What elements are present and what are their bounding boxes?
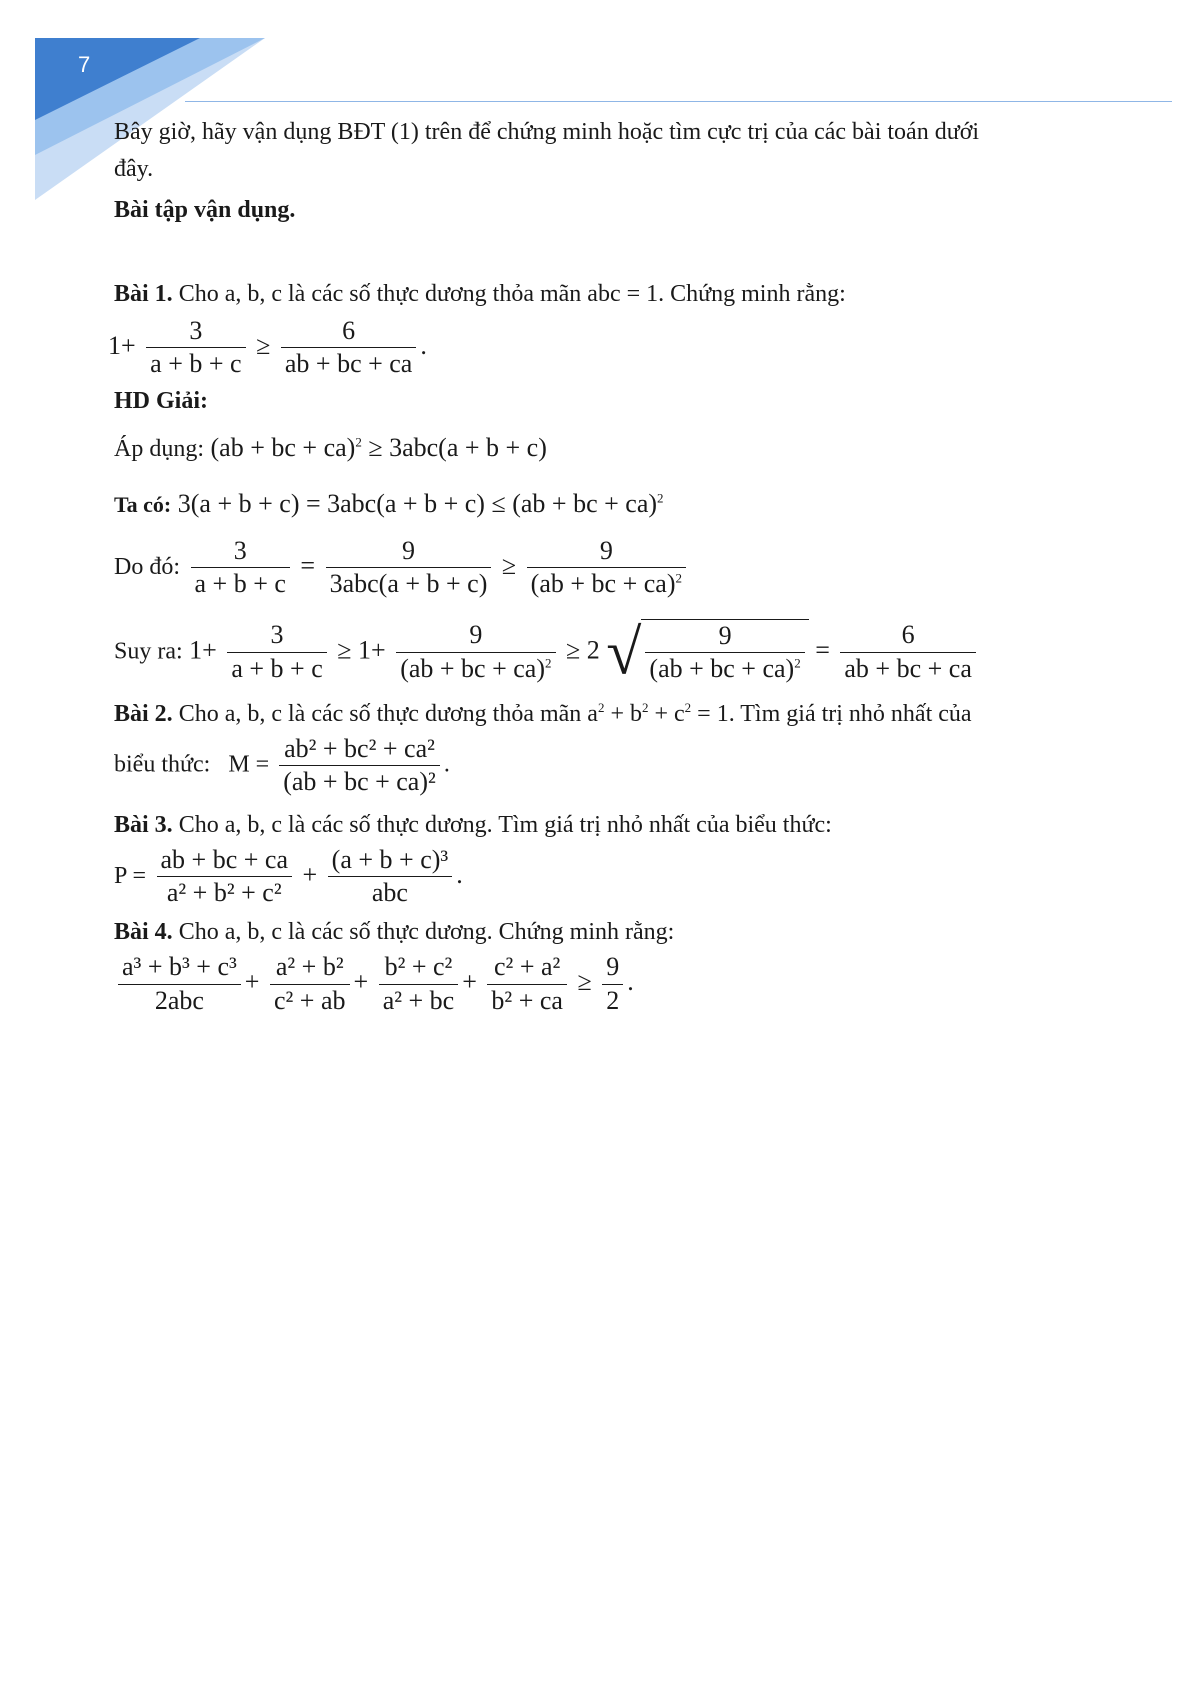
intro-line-2: đây.	[114, 156, 154, 183]
bai3-label: Bài 3.	[114, 811, 173, 838]
header-rule	[185, 101, 1172, 102]
section-heading: Bài tập vận dụng.	[114, 197, 296, 224]
fraction: $\frac{3}{a + b + c}$	[227, 619, 326, 685]
bai1-formula: 1+ $\frac{3}{a + b + c}$ ≥ $\frac{6}{ab + bc + ca}$ .	[108, 315, 1074, 381]
suyra-line: Suy ra: 1+ $\frac{3}{a + b + c}$ ≥ 1+ $\frac{9}{(ab + bc + ca)^2}$ ≥ 2 √ $\frac{9}{(ab + bc + ca)^2}$ = $\frac{6}{ab + bc + ca}$	[114, 619, 1074, 686]
fraction: $\frac{\text{c² + a²}}{\text{b² + ca}}$	[487, 951, 567, 1017]
fraction: $\frac{9}{(ab + bc + ca)^2}$	[527, 535, 686, 601]
fraction: $\frac{ab + bc + ca}{\text{a² + b² + c²}}$	[157, 844, 293, 910]
apdung-line: Áp dụng: (ab + bc + ca)$^2$ ≥ 3abc(a + b + c)	[114, 432, 547, 462]
bai4-label: Bài 4.	[114, 918, 173, 945]
bai1-label: Bài 1.	[114, 280, 173, 307]
fraction: $\frac{9}{2}$	[602, 951, 623, 1017]
bai3-statement: Bài 3. Cho a, b, c là các số thực dương. Tìm giá trị nhỏ nhất của biểu thức:	[114, 811, 832, 838]
fraction: $\frac{\text{(a + b + c)³}}{\text{abc}}$	[328, 844, 453, 910]
fraction: $\frac{9}{(ab + bc + ca)^2}$	[645, 620, 804, 686]
page-content	[108, 114, 1074, 1017]
fraction: $\frac{3}{a + b + c}$	[191, 535, 290, 601]
fraction: $\frac{9}{(ab + bc + ca)^2}$	[396, 619, 555, 685]
square-root: √ $\frac{9}{(ab + bc + ca)^2}$	[606, 619, 808, 686]
bai2-statement: Bài 2. Cho a, b, c là các số thực dương thỏa mãn $a^2 + b^2 + c^2 = 1$. Tìm giá trị nhỏ nhất của	[114, 699, 972, 727]
dodo-line: Do đó: $\frac{3}{a + b + c}$ = $\frac{9}{\text{3abc(a + b + c)}}$ ≥ $\frac{9}{(ab + bc + ca)^2}$	[114, 535, 1074, 601]
bai2-label: Bài 2.	[114, 700, 173, 727]
bai4-statement: Bài 4. Cho a, b, c là các số thực dương. Chứng minh rằng:	[114, 918, 675, 945]
intro-line-1: Bây giờ, hãy vận dụng BĐT (1) trên để chứng minh hoặc tìm cực trị của các bài toán dưới	[114, 119, 980, 145]
taco-line: Ta có: 3(a + b + c) = 3abc(a + b + c) ≤ (ab + bc + ca)$^2$	[114, 489, 664, 519]
fraction: $\frac{3}{a + b + c}$	[146, 315, 245, 381]
fraction: $\frac{\text{ab² + bc² + ca²}}{\text{(ab + bc + ca)²}}$	[279, 733, 440, 799]
bai1-statement: Bài 1. Cho a, b, c là các số thực dương thỏa mãn abc = 1. Chứng minh rằng:	[114, 280, 846, 307]
fraction: $\frac{9}{\text{3abc(a + b + c)}}$	[326, 535, 492, 601]
fraction: $\frac{\text{a² + b²}}{\text{c² + ab}}$	[270, 951, 350, 1017]
fraction: $\frac{\text{a³ + b³ + c³}}{\text{2abc}}$	[118, 951, 241, 1017]
hd-giai-heading: HD Giải:	[114, 387, 208, 414]
fraction: $\frac{6}{ab + bc + ca}$	[281, 315, 417, 381]
bai4-formula: $\frac{\text{a³ + b³ + c³}}{\text{2abc}}$ + $\frac{\text{a² + b²}}{\text{c² + ab}}$ + $\frac{\text{b² + c²}}{\text{a² + bc}}$ + $\frac{\text{c² + a²}}{\text{b² + ca}}$ ≥ $\frac{9}{2}$ .	[114, 951, 1074, 1017]
page-number: 7	[78, 52, 91, 77]
bai3-formula: P = $\frac{ab + bc + ca}{\text{a² + b² + c²}}$ + $\frac{\text{(a + b + c)³}}{\text{abc}}$ .	[114, 844, 1074, 910]
fraction: $\frac{\text{b² + c²}}{\text{a² + bc}}$	[379, 951, 459, 1017]
fraction: $\frac{6}{ab + bc + ca}$	[840, 619, 976, 685]
bai2-formula: biểu thức: M = $\frac{\text{ab² + bc² + ca²}}{\text{(ab + bc + ca)²}}$ .	[114, 733, 1074, 799]
